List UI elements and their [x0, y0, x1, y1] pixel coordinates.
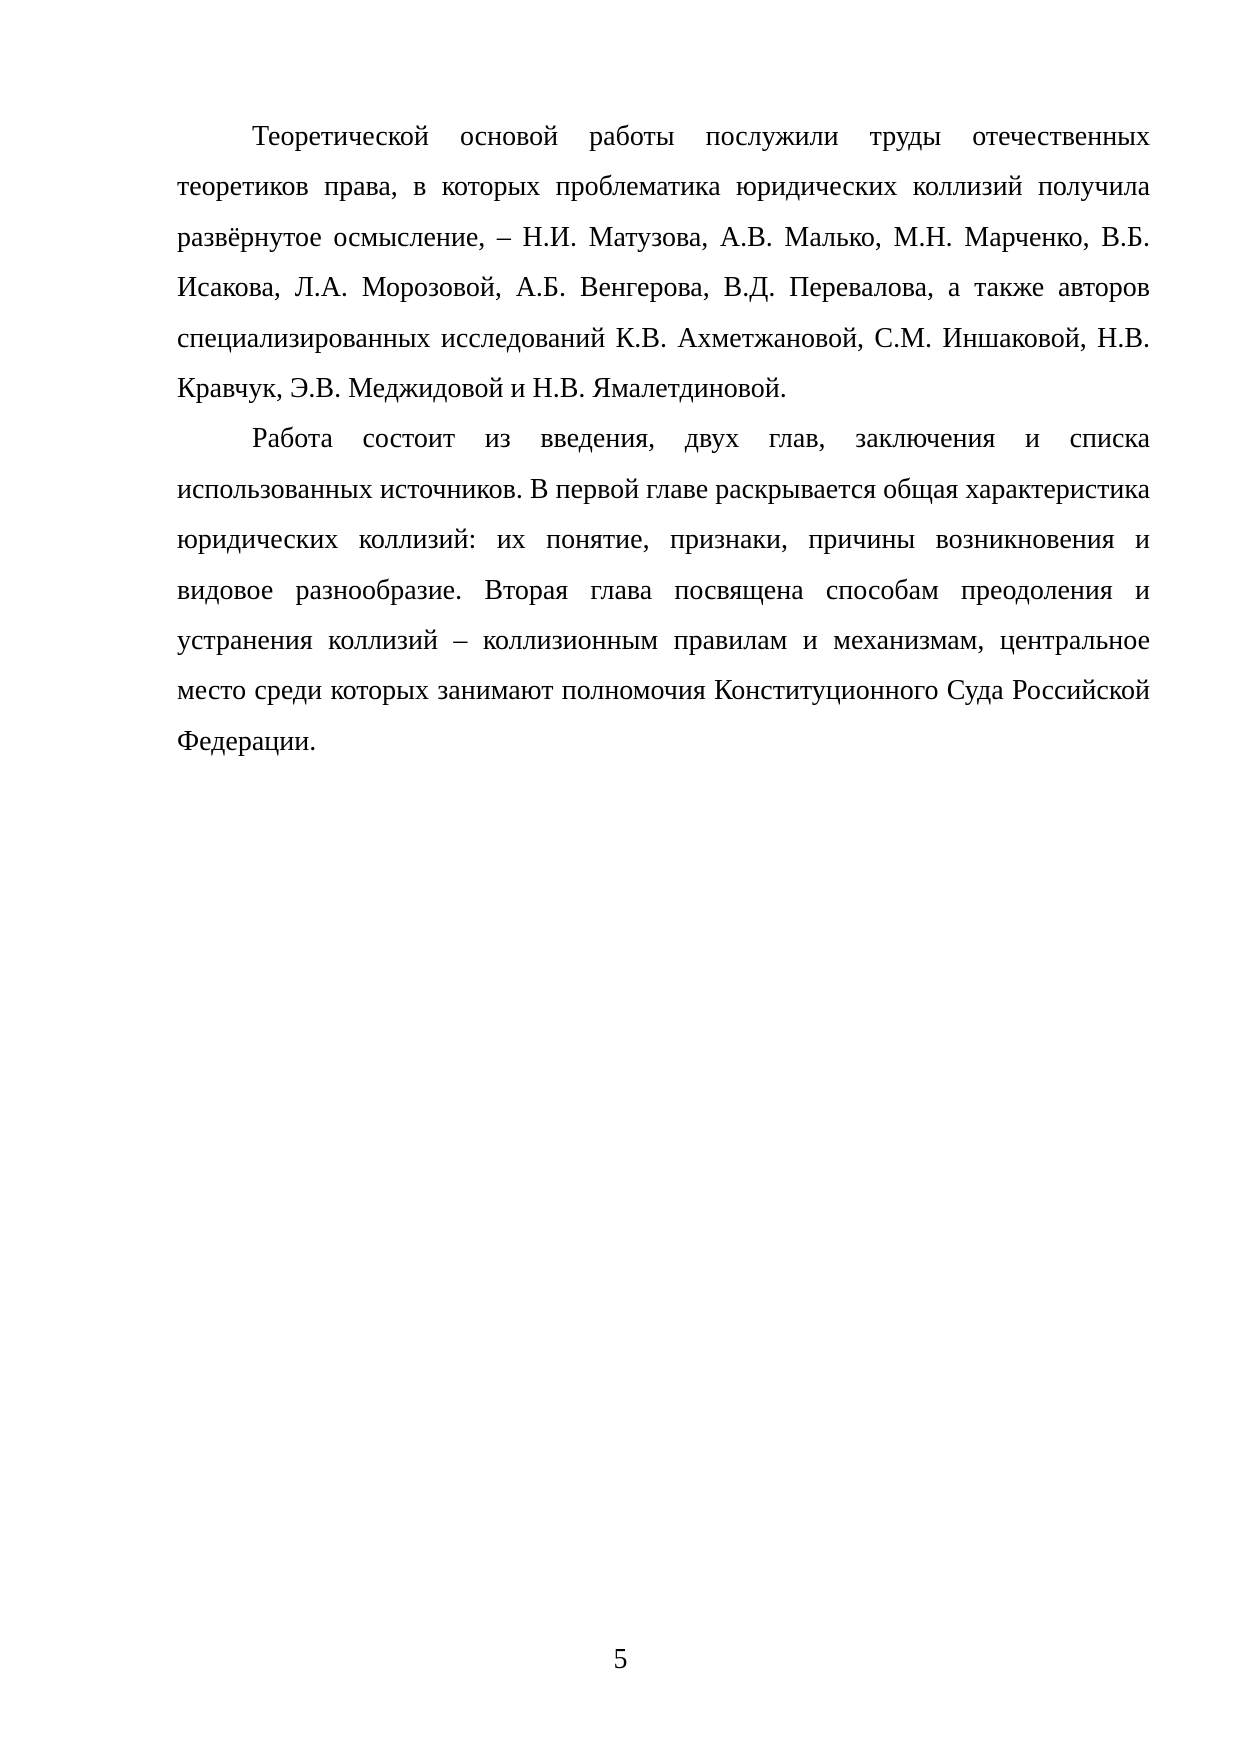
body-text — [177, 112, 1150, 767]
paragraph-theoretical-basis: Теоретической основой работы послужили труды отечественных теоретиков права, в которых проблематика юридических коллизий получила развёрнутое осмысление, – Н.И. Матузова, А.В. Малько, М.Н. Марченко, В.Б. Исакова, Л.А. Морозовой, А.Б. Венгерова, В.Д. Перевалова, а также авторов специализированных исследований К.В. Ахметжановой, С.М. Иншаковой, Н.В. Кравчук, Э.В. Меджидовой и Н.В. Ямалетдиновой. — [177, 121, 1150, 405]
page-number: 5 — [613, 1644, 628, 1675]
paragraph-work-structure: Работа состоит из введения, двух глав, заключения и списка использованных источников. В первой главе раскрывается общая характеристика юридических коллизий: их понятие, признаки, причины возникновения и видовое разнообразие. Вторая глава посвящена способам преодоления и устранения коллизий – коллизионным правилам и механизмам, центральное место среди которых занимают полномочия Конституционного Суда Российской Федерации. — [177, 423, 1150, 757]
